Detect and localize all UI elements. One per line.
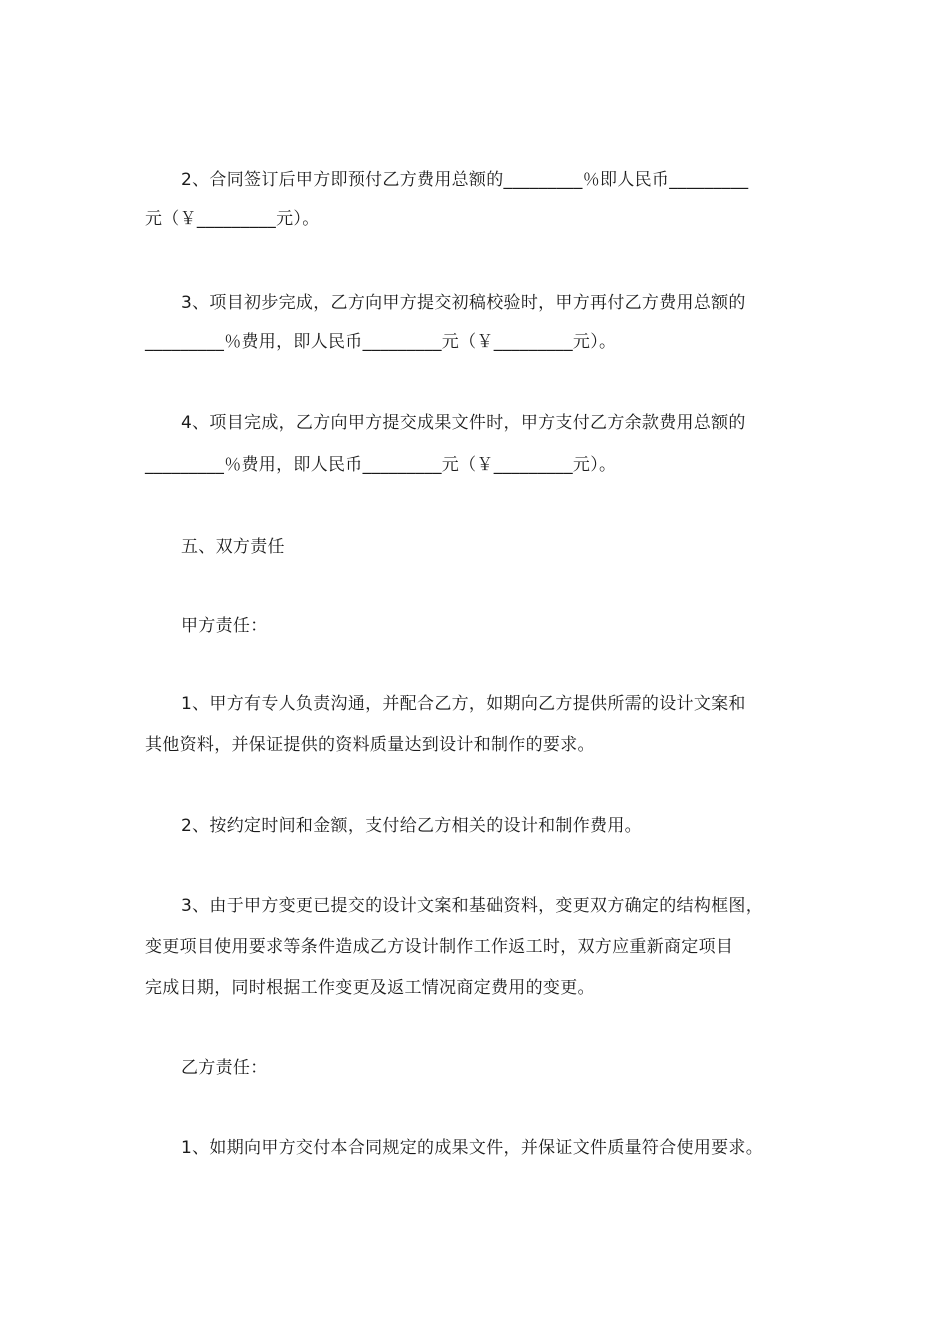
payment-clause-2-line-2: 元（￥_________元）。 — [145, 209, 320, 229]
payment-clause-3-line-2: _________％费用，即人民币_________元（￥_________元）。 — [145, 332, 617, 352]
party-a-clause-2-line-1: 2、按约定时间和金额，支付给乙方相关的设计和制作费用。 — [181, 816, 642, 836]
party-a-clause-1-line-1: 1、甲方有专人负责沟通，并配合乙方，如期向乙方提供所需的设计文案和 — [181, 694, 746, 714]
payment-clause-4-line-1: 4、项目完成，乙方向甲方提交成果文件时，甲方支付乙方余款费用总额的 — [181, 413, 746, 433]
party-a-clause-3-line-1: 3、由于甲方变更已提交的设计文案和基础资料，变更双方确定的结构框图， — [181, 896, 764, 916]
party-b-clause-1-line-1: 1、如期向甲方交付本合同规定的成果文件，并保证文件质量符合使用要求。 — [181, 1138, 764, 1158]
party-a-clause-3-line-3: 完成日期，同时根据工作变更及返工情况商定费用的变更。 — [145, 978, 595, 998]
party-a-clause-3-line-2: 变更项目使用要求等条件造成乙方设计制作工作返工时，双方应重新商定项目 — [145, 937, 734, 957]
section-heading: 五、双方责任 — [181, 537, 285, 557]
payment-clause-4-line-2: _________％费用，即人民币_________元（￥_________元）。 — [145, 455, 617, 475]
party-b-heading: 乙方责任： — [181, 1058, 268, 1078]
payment-clause-2-line-1: 2、合同签订后甲方即预付乙方费用总额的_________％即人民币_________ — [181, 170, 749, 190]
party-a-clause-1-line-2: 其他资料，并保证提供的资料质量达到设计和制作的要求。 — [145, 735, 595, 755]
payment-clause-3-line-1: 3、项目初步完成，乙方向甲方提交初稿校验时，甲方再付乙方费用总额的 — [181, 293, 746, 313]
party-a-heading: 甲方责任： — [181, 616, 268, 636]
